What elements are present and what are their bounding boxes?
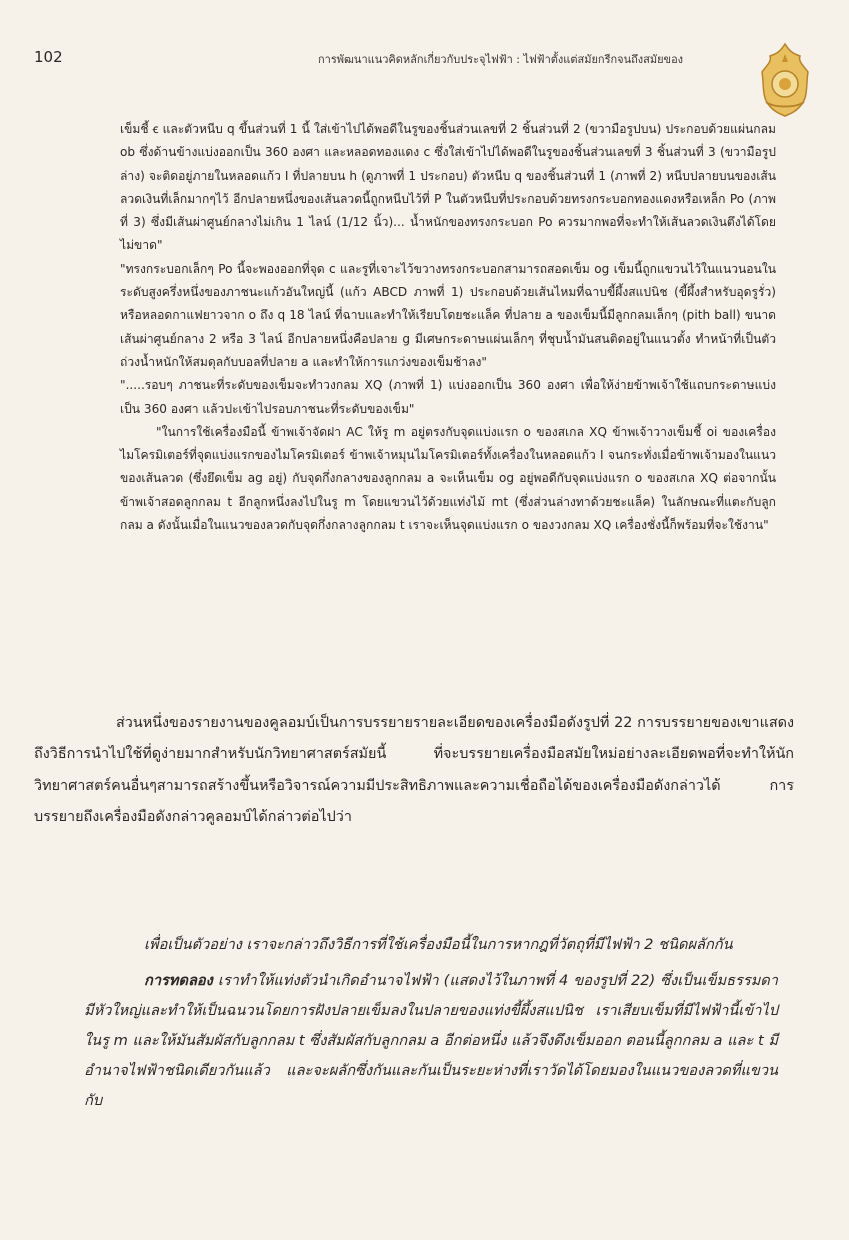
italic-paragraph-2 [84,966,778,1116]
quoted-passage [120,118,776,537]
quote-paragraph-4: "ในการใช้เครื่องมือนี้ ข้าพเจ้าจัดฝา AC ให้รู m อยู่ตรงกับจุดแบ่งแรก o ของสเกล XQ ข้าพเจ้าวางเข็มชี้ oi ของเครื่องไมโครมิเตอร์ที่จุดแบ่งแรกของไมโครมิเตอร์ ข้าพเจ้าหมุนไมโครมิเตอร์ทั้งเครื่องในหลอดแก้ว I จนกระทั่งเมื่อข้าพเจ้ามองในแนวของเส้นลวด (ซึ่งยึดเข็ม ag อยู่) กับจุดกึ่งกลางของลูกกลม a จะเห็นเข็ม og อยู่พอดีกับจุดแบ่งแรก o ของสเกล XQ ต่อจากนั้นข้าพเจ้าสอดลูกกลม t อีกลูกหนึ่งลงไปในรู m โดยแขวนไว้ด้วยแท่งไม้ mt (ซึ่งส่วนล่างทาด้วยชะแล็ค) ในลักษณะที่แตะกับลูกกลม a ดังนั้นเมื่อในแนวของลวดกับจุดกึ่งกลางลูกกลม t เราจะเห็นจุดแบ่งแรก o ของวงกลม XQ เครื่องชั่งนี้ก็พร้อมที่จะใช้งาน" [120,424,776,533]
running-head: การพัฒนาแนวคิดหลักเกี่ยวกับประจุไฟฟ้า : ไฟฟ้าตั้งแต่สมัยกรีกจนถึงสมัยของ [318,53,684,66]
quote-paragraph-3: ".....รอบๆ ภาชนะที่ระดับของเข็มจะทำวงกลม XQ (ภาพที่ 1) แบ่งออกเป็น 360 องศา เพื่อให้ง่ายข้าพเจ้าใช้แถบกระดาษแบ่งเป็น 360 องศา แล้วปะเข้าไปรอบภาชนะที่ระดับของเข็ม" [120,378,776,416]
body-paragraph: ส่วนหนึ่งของรายงานของคูลอมบ์เป็นการบรรยายรายละเอียดของเครื่องมือดังรูปที่ 22 การบรรยายของเขาแสดงถึงวิธีการนำไปใช้ที่ดูง่ายมากสำหรับนักวิทยาศาสตร์สมัยนี้ ที่จะบรรยายเครื่องมือสมัยใหม่อย่างละเอียดพอที่จะทำให้นักวิทยาศาสตร์คนอื่นๆสามารถสร้างขึ้นหรือวิจารณ์ความมีประสิทธิภาพและความเชื่อถือได้ของเครื่องมือดังกล่าวได้ การบรรยายถึงเครื่องมือดังกล่าวคูลอมบ์ได้กล่าวต่อไปว่า [34,715,794,826]
quote-paragraph-2: "ทรงกระบอกเล็กๆ Po นี้จะพองออกที่จุด c และรูที่เจาะไว้ขวางทรงกระบอกสามารถสอดเข็ม og เข็มนี้ถูกแขวนไว้ในแนวนอนในระดับสูงครึ่งหนึ่งของภาชนะแก้วอันใหญ่นี้ (แก้ว ABCD ภาพที่ 1) ประกอบด้วยเส้นไหมที่ฉาบขี้ผึ้งสแปนิช (ขี้ผึ้งสำหรับอุดรูรั่ว) หรือหลอดกาแฟยาวจาก o ถึง q 18 ไลน์ ที่ฉาบและทำให้เรียบโดยชะแล็ค ที่ปลาย a ของเข็มนี้มีลูกกลมเล็กๆ (pith ball) ขนาดเส้นผ่าศูนย์กลาง 2 หรือ 3 ไลน์ อีกปลายหนึ่งคือปลาย g มีเศษกระดาษแผ่นเล็กๆ ที่ชุบน้ำมันสนติดอยู่ในแนวตั้ง ทำหน้าที่เป็นตัวถ่วงน้ำหนักให้สมดุลกับบอลที่ปลาย a และทำให้การแกว่งของเข็มช้าลง" [120,261,776,369]
page-number: 102 [34,48,63,66]
experiment-text: เราทำให้แท่งตัวนำเกิดอำนาจไฟฟ้า (แสดงไว้ในภาพที่ 4 ของรูปที่ 22) ซึ่งเป็นเข็มธรรมดามีหัวใหญ่และทำให้เป็นฉนวนโดยการฝังปลายเข็มลงในปลายของแท่งขี้ผึ้งสแปนิช เราเสียบเข็มที่มีไฟฟ้านี้เข้าไปในรู m และให้มันสัมผัสกับลูกกลม t ซึ่งสัมผัสกับลูกกลม a อีกต่อหนึ่ง แล้วจึงดึงเข็มออก ตอนนี้ลูกกลม a และ t มีอำนาจไฟฟ้าชนิดเดียวกันแล้ว และจะผลักซึ่งกันและกันเป็นระยะห่างที่เราวัดได้โดยมองในแนวของลวดที่แขวนกับ [84,972,778,1109]
royal-emblem-icon [752,40,818,120]
quote-paragraph-1: เข็มชี้ ꞓ และตัวหนีบ q ขึ้นส่วนที่ 1 นี้ ใส่เข้าไปได้พอดีในรูของชิ้นส่วนเลขที่ 2 ชิ้นส่วนที่ 2 (ขวามือรูปบน) ประกอบด้วยแผ่นกลม ob ซึ่งด้านข้างแบ่งออกเป็น 360 องศา และหลอดทองแดง c ซึ่งใส่เข้าไปได้พอดีในรูของชิ้นส่วนเลขที่ 3 ชิ้นส่วนที่ 3 (ขวามือรูปล่าง) จะติดอยู่ภายในหลอดแก้ว I ที่ปลายบน h (ดูภาพที่ 1 ประกอบ) ตัวหนีบ q ของชิ้นส่วนที่ 1 (ภาพที่ 2) หนีบปลายบนของเส้นลวดเงินที่เล็กมากๆไว้ อีกปลายหนึ่งของเส้นลวดนี้ถูกหนีบไว้ที่ P ในตัวหนีบที่ประกอบด้วยทรงกระบอกทองแดงหรือเหล็ก Po (ภาพที่ 3) ซึ่งมีเส้นผ่าศูนย์กลางไม่เกิน 1 ไลน์ (1/12 นิ้ว)... น้ำหนักของทรงกระบอก Po ควรมากพอที่จะทำให้เส้นลวดเงินตึงได้โดยไม่ขาด" [120,122,776,253]
experiment-label: การทดลอง [144,972,213,989]
italic-paragraph-1: เพื่อเป็นตัวอย่าง เราจะกล่าวถึงวิธีการที่ใช้เครื่องมือนี้ในการหากฎที่วัตถุที่มีไฟฟ้า 2 ชนิดผลักกัน [144,936,733,953]
italic-quotation [84,930,778,1116]
